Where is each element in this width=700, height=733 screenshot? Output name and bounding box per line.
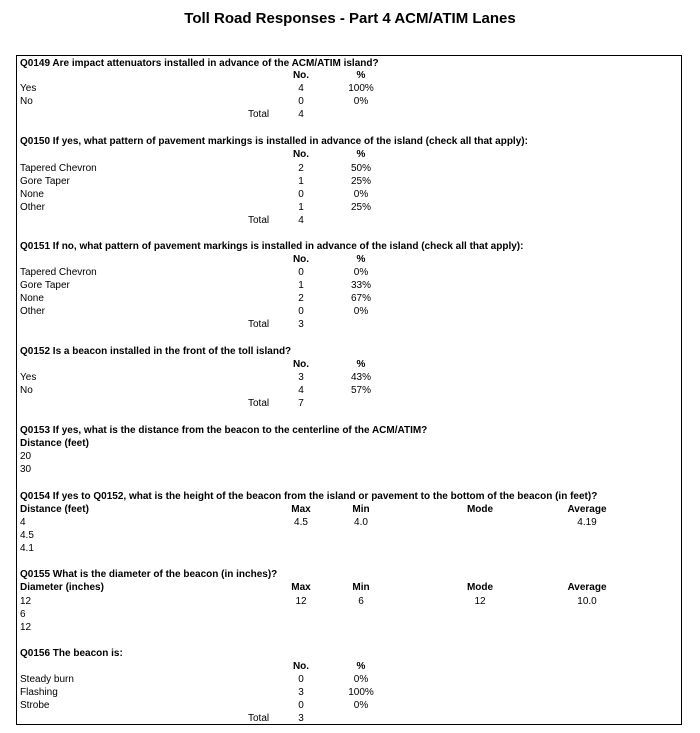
row-count: 2 [298,163,304,174]
no-header: No. [292,70,310,81]
mode-value: 12 [474,596,486,607]
max-value: 12 [295,596,307,607]
row-label: Gore Taper [20,176,70,187]
row-label: None [20,293,44,304]
total-label: Total [248,398,270,409]
pct-header: % [356,70,366,81]
row-percent: 0% [353,96,369,107]
row-count: 4 [298,385,304,396]
row-percent: 100% [348,687,374,698]
row-count: 3 [298,372,304,383]
total-value: 4 [298,109,304,120]
total-value: 4 [298,215,304,226]
question-q0152: Q0152 Is a beacon installed in the front of the toll island? [20,346,292,357]
row-count: 0 [298,700,304,711]
question-q0156: Q0156 The beacon is: [20,648,123,659]
row-label: No [20,96,33,107]
value-cell: 12 [20,596,32,607]
row-count: 0 [298,306,304,317]
max-header: Max [291,504,311,515]
row-label: Tapered Chevron [20,163,97,174]
average-header: Average [567,582,607,593]
row-percent: 50% [350,163,372,174]
question-q0149: Q0149 Are impact attenuators installed in advance of the ACM/ATIM island? [20,58,379,69]
no-header: No. [292,149,310,160]
average-header: Average [567,504,607,515]
total-label: Total [248,109,270,120]
row-percent: 25% [350,176,372,187]
row-label: Flashing [20,687,58,698]
question-q0155: Q0155 What is the diameter of the beacon (in inches)? [20,569,278,580]
row-label: Steady burn [20,674,74,685]
value-cell: 4.5 [20,530,34,541]
question-q0151: Q0151 If no, what pattern of pavement markings is installed in advance of the island (check all that apply): [20,241,524,252]
row-label: None [20,189,44,200]
value-cell: 20 [20,451,32,462]
no-header: No. [292,661,310,672]
pct-header: % [356,359,366,370]
total-value: 3 [298,713,304,724]
no-header: No. [292,254,310,265]
question-q0153: Q0153 If yes, what is the distance from the beacon to the centerline of the ACM/ATIM? [20,425,428,436]
value-cell: 6 [20,609,26,620]
distance-subheader: Distance (feet) [20,504,89,515]
min-value: 6 [358,596,364,607]
row-count: 4 [298,83,304,94]
average-value: 4.19 [577,517,597,528]
total-label: Total [248,713,270,724]
row-percent: 25% [350,202,372,213]
mode-header: Mode [466,504,494,515]
row-count: 0 [298,674,304,685]
no-header: No. [292,359,310,370]
total-label: Total [248,215,270,226]
row-count: 3 [298,687,304,698]
survey-results-box [16,55,682,725]
total-label: Total [248,319,270,330]
row-count: 0 [298,267,304,278]
row-percent: 43% [350,372,372,383]
row-count: 0 [298,189,304,200]
row-count: 1 [298,202,304,213]
row-label: Other [20,306,46,317]
row-label: Yes [20,83,37,94]
row-percent: 33% [350,280,372,291]
pct-header: % [356,254,366,265]
total-value: 7 [298,398,304,409]
row-label: Strobe [20,700,50,711]
question-q0154: Q0154 If yes to Q0152, what is the height of the beacon from the island or pavement to the bottom of the beacon (in feet)? [20,491,598,502]
row-percent: 0% [353,674,369,685]
value-cell: 4 [20,517,26,528]
total-value: 3 [298,319,304,330]
row-count: 1 [298,280,304,291]
value-cell: 30 [20,464,32,475]
max-header: Max [291,582,311,593]
row-label: Gore Taper [20,280,70,291]
row-label: Tapered Chevron [20,267,97,278]
mode-header: Mode [466,582,494,593]
row-percent: 67% [350,293,372,304]
question-q0150: Q0150 If yes, what pattern of pavement markings is installed in advance of the island (check all that apply): [20,136,528,147]
pct-header: % [356,149,366,160]
row-count: 2 [298,293,304,304]
value-cell: 12 [20,622,32,633]
min-header: Min [352,504,370,515]
value-cell: 4.1 [20,543,34,554]
row-percent: 57% [350,385,372,396]
max-value: 4.5 [294,517,308,528]
row-label: Other [20,202,46,213]
row-label: Yes [20,372,37,383]
row-percent: 0% [353,306,369,317]
distance-subheader: Distance (feet) [20,438,89,449]
row-percent: 0% [353,267,369,278]
row-count: 1 [298,176,304,187]
page-title: Toll Road Responses - Part 4 ACM/ATIM Lanes [184,10,516,27]
row-percent: 100% [348,83,374,94]
average-value: 10.0 [577,596,597,607]
min-header: Min [352,582,370,593]
min-value: 4.0 [354,517,368,528]
row-percent: 0% [353,189,369,200]
row-label: No [20,385,33,396]
diameter-subheader: Diameter (inches) [20,582,104,593]
row-percent: 0% [353,700,369,711]
row-count: 0 [298,96,304,107]
pct-header: % [356,661,366,672]
